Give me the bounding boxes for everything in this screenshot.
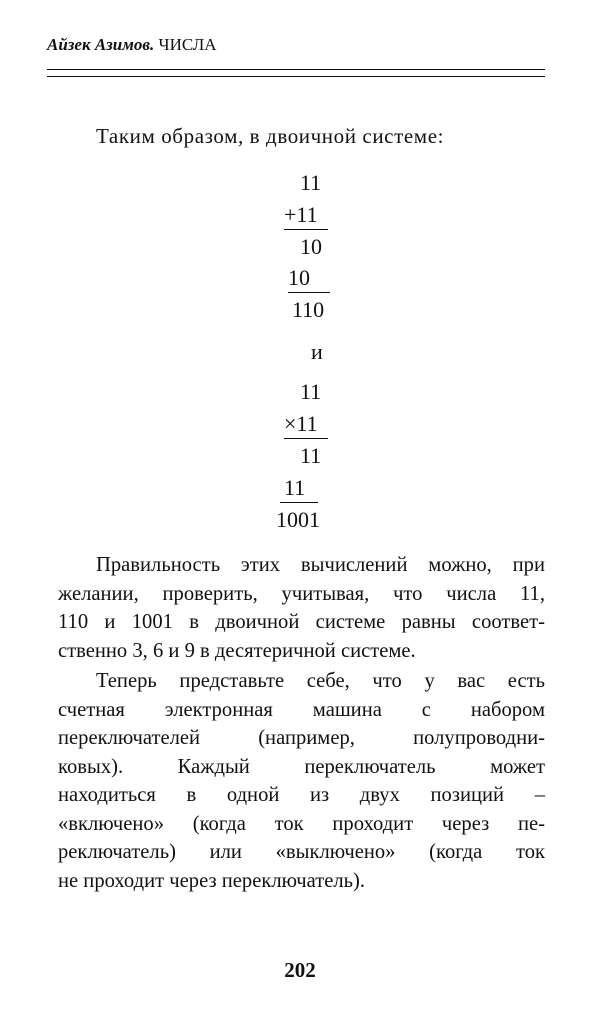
- text-line: находиться в одной из двух позиций –: [58, 784, 545, 806]
- running-header: [47, 34, 217, 56]
- add-operand-2: +11: [284, 202, 318, 227]
- mul-partial-2: 11: [284, 475, 306, 500]
- paragraph-verification: [58, 551, 545, 665]
- mul-underline-2: [280, 502, 318, 503]
- text-line: «включено» (когда ток проходит через пе-: [58, 812, 545, 835]
- text-line: Правильность этих вычислений можно, при: [96, 554, 545, 576]
- text-line: 110 и 1001 в двоичной системе равны соответ-: [58, 611, 545, 633]
- header-rule-bottom: [47, 76, 545, 77]
- intro-sentence: Таким образом, в двоичной системе:: [96, 124, 445, 148]
- mul-partial-1: 11: [300, 443, 322, 468]
- header-author: Айзек Азимов.: [47, 35, 155, 54]
- page-number: 202: [284, 958, 316, 982]
- text-line: Теперь представьте себе, что у вас есть: [96, 670, 545, 692]
- add-result: 110: [292, 297, 325, 322]
- text-line: счетная электронная машина с набором: [58, 698, 545, 721]
- add-operand-1: 11: [300, 170, 322, 195]
- mul-operand-1: 11: [300, 379, 322, 404]
- header-title: ЧИСЛА: [158, 35, 217, 54]
- text-line: реключатель) или «выключено» (когда ток: [58, 841, 545, 863]
- add-underline-2: [288, 292, 330, 293]
- add-partial-2: 10: [288, 265, 310, 290]
- text-line: переключателей (например, полупроводни-: [58, 727, 545, 749]
- mul-operand-2: ×11: [284, 411, 318, 436]
- text-line: желании, проверить, учитывая, что числа 11,: [58, 582, 545, 605]
- mul-result: 1001: [276, 507, 320, 532]
- conjunction: и: [311, 339, 323, 364]
- header-rule-top: [47, 69, 545, 70]
- add-partial-1: 10: [300, 234, 322, 259]
- text-line: ковых). Каждый переключатель может: [58, 755, 545, 778]
- mul-underline-1: [284, 438, 328, 439]
- add-underline-1: [284, 229, 328, 230]
- paragraph-computer-switches: [58, 667, 545, 895]
- text-line: не проходит через переключатель).: [58, 869, 366, 892]
- text-line: ственно 3, 6 и 9 в десятеричной системе.: [58, 639, 416, 662]
